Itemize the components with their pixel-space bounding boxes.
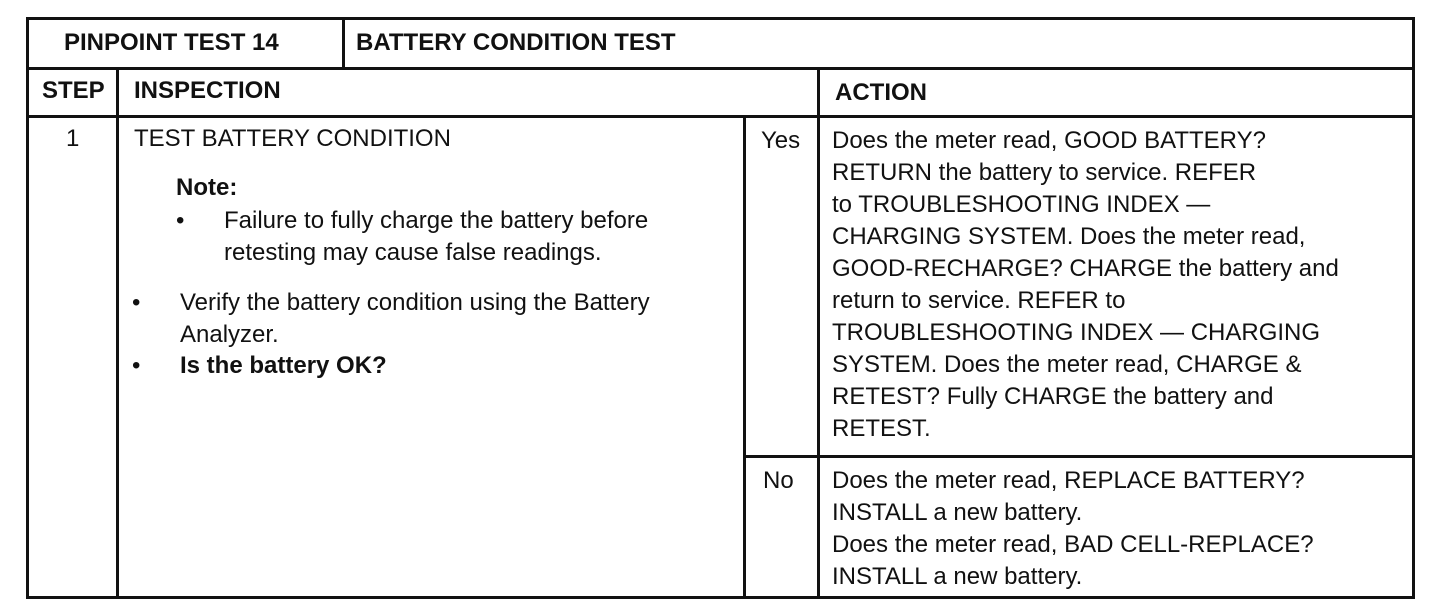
yes-label: Yes — [761, 127, 801, 154]
note-bullet-icon: • — [176, 207, 185, 234]
table-border-top — [26, 17, 1415, 20]
note-line: Failure to fully charge the battery before — [224, 207, 649, 234]
yes-action-line: return to service. REFER to — [832, 287, 1126, 314]
column-step: STEP — [42, 77, 105, 104]
no-action-line: Does the meter read, BAD CELL-REPLACE? — [832, 531, 1314, 558]
yes-action-line: SYSTEM. Does the meter read, CHARGE & — [832, 351, 1302, 378]
yes-action-line: TROUBLESHOOTING INDEX — CHARGING — [832, 319, 1321, 346]
column-inspection: INSPECTION — [134, 77, 281, 104]
header-divider — [26, 67, 1415, 70]
action-column-divider — [817, 67, 820, 599]
column-header-divider — [26, 115, 1415, 118]
no-label: No — [763, 467, 794, 494]
yes-action-line: RETEST? Fully CHARGE the battery and — [832, 383, 1274, 410]
no-action — [832, 465, 1314, 593]
bullet-icon: • — [132, 352, 141, 379]
no-action-line: Does the meter read, REPLACE BATTERY? — [832, 467, 1305, 494]
note-text — [224, 205, 648, 269]
yes-action-line: CHARGING SYSTEM. Does the meter read, — [832, 223, 1306, 250]
test-label: PINPOINT TEST 14 — [64, 29, 279, 56]
yes-action-line: RETURN the battery to service. REFER — [832, 159, 1257, 186]
note-label: Note: — [176, 174, 238, 201]
bullet2-question: Is the battery OK? — [180, 352, 387, 379]
bullet1-line: Analyzer. — [180, 321, 279, 348]
step-number: 1 — [66, 125, 80, 152]
note-line: retesting may cause false readings. — [224, 239, 602, 266]
table-border-right — [1412, 17, 1415, 599]
yes-action-line: Does the meter read, GOOD BATTERY? — [832, 127, 1266, 154]
answer-column-divider — [743, 115, 746, 599]
table-border-bottom — [26, 596, 1415, 599]
bullet1-text — [180, 287, 650, 351]
yes-action-line: RETEST. — [832, 415, 931, 442]
yes-action — [832, 125, 1339, 445]
test-title: BATTERY CONDITION TEST — [356, 29, 676, 56]
yes-no-divider — [743, 455, 1415, 458]
table-border-left — [26, 17, 29, 599]
yes-action-line: to TROUBLESHOOTING INDEX — — [832, 191, 1211, 218]
title-divider — [342, 17, 345, 70]
column-action: ACTION — [835, 79, 927, 106]
bullet-icon: • — [132, 289, 141, 316]
no-action-line: INSTALL a new battery. — [832, 499, 1083, 526]
step-column-divider — [116, 67, 119, 599]
pinpoint-test-table — [26, 17, 1415, 599]
yes-action-line: GOOD-RECHARGE? CHARGE the battery and — [832, 255, 1339, 282]
bullet1-line: Verify the battery condition using the Battery — [180, 289, 650, 316]
step-title: TEST BATTERY CONDITION — [134, 125, 451, 152]
no-action-line: INSTALL a new battery. — [832, 563, 1083, 590]
